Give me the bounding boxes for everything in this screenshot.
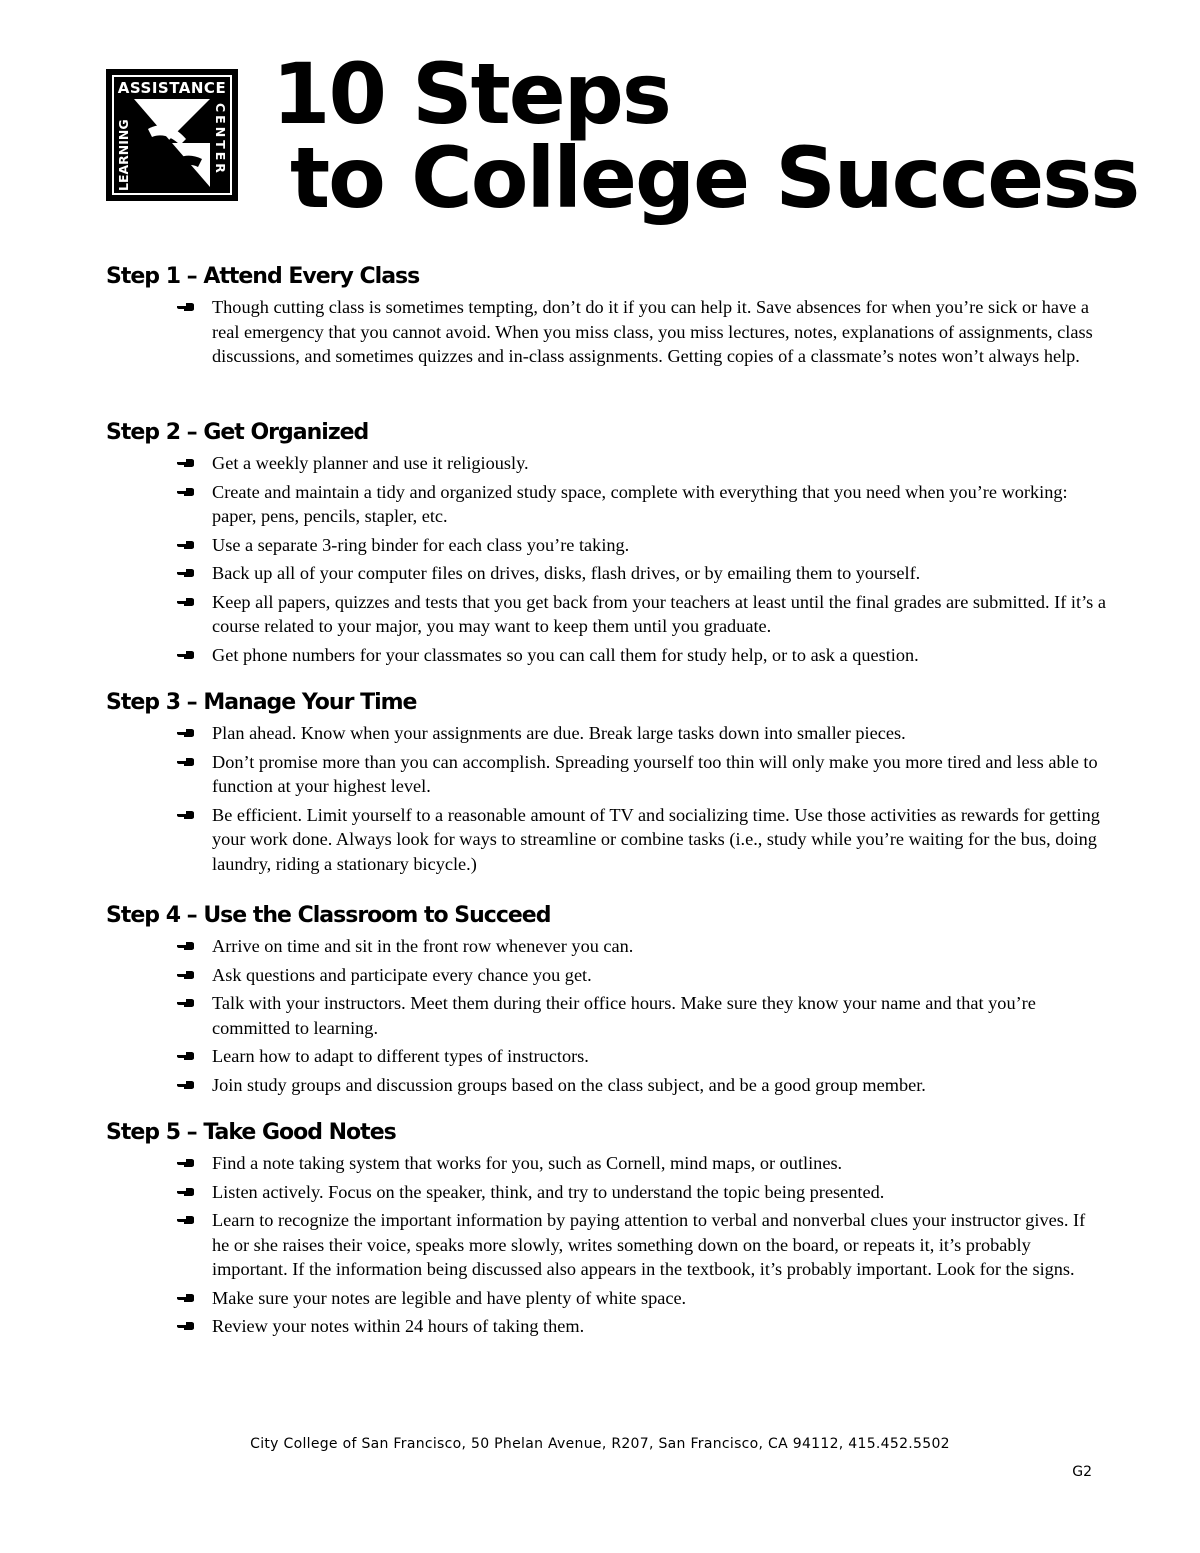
step-section-1 xyxy=(106,263,1106,373)
step-item-list xyxy=(106,1151,1106,1339)
step-section-4 xyxy=(106,902,1106,1101)
pointing-hand-bullet-icon xyxy=(177,1320,195,1332)
list-item-text: Plan ahead. Know when your assignments are due. Break large tasks down into smaller pieces. xyxy=(212,723,906,743)
step-heading: Step 5 – Take Good Notes xyxy=(106,1120,396,1145)
list-item xyxy=(106,295,1106,369)
list-item-text: Make sure your notes are legible and have plenty of white space. xyxy=(212,1287,687,1308)
pointing-hand-bullet-icon xyxy=(177,997,195,1009)
step-item-list xyxy=(106,934,1106,1097)
list-item-text: Join study groups and discussion groups based on the class subject, and be a good group member. xyxy=(212,1074,926,1095)
list-item-text: Review your notes within 24 hours of taking them. xyxy=(212,1316,585,1336)
step-section-5 xyxy=(106,1119,1106,1343)
list-item-text: Ask questions and participate every chance you get. xyxy=(212,964,592,985)
list-item xyxy=(106,750,1106,799)
list-item-text: Be efficient. Limit yourself to a reasonable amount of TV and socializing time. Use those activities as rewards for getting your work done. Always look for ways to streamline or combine tasks (i.e., study while you’re waiting for the bus, doing laundry, riding a stationary bicycle.) xyxy=(212,804,1100,874)
list-item xyxy=(106,451,1106,476)
pointing-hand-bullet-icon xyxy=(177,649,195,661)
list-item xyxy=(106,533,1106,558)
pointing-hand-bullet-icon xyxy=(177,727,195,739)
list-item-text: Create and maintain a tidy and organized study space, complete with everything that you need when you’re working: paper, pens, pencils, stapler, etc. xyxy=(212,481,1068,526)
step-heading: Step 2 – Get Organized xyxy=(106,420,369,445)
step-heading: Step 4 – Use the Classroom to Succeed xyxy=(106,903,551,928)
list-item-text: Back up all of your computer files on drives, disks, flash drives, or by emailing them to yourself. xyxy=(212,563,921,583)
pointing-hand-bullet-icon xyxy=(177,539,195,551)
list-item xyxy=(106,1208,1106,1282)
pointing-hand-bullet-icon xyxy=(177,1157,195,1169)
list-item-text: Find a note taking system that works for you, such as Cornell, mind maps, or outlines. xyxy=(212,1153,843,1173)
pointing-hand-bullet-icon xyxy=(177,969,195,981)
pointing-hand-bullet-icon xyxy=(177,940,195,952)
logo-left-text: LEARNING xyxy=(116,119,131,191)
list-item xyxy=(106,480,1106,529)
list-item-text: Though cutting class is sometimes tempting, don’t do it if you can help it. Save absences for when you’re sick or have a real emergency that you cannot avoid. When you miss class, you miss lectures, notes, explanations of assignments, class discussions, and sometimes quizzes and in-class assignments. Getting copies of a classmate’s notes won’t always help. xyxy=(212,297,1093,366)
step-section-3 xyxy=(106,689,1106,880)
list-item-text: Arrive on time and sit in the front row whenever you can. xyxy=(212,936,634,956)
pointing-hand-bullet-icon xyxy=(177,809,195,821)
logo-top-text: ASSISTANCE xyxy=(117,79,227,97)
list-item xyxy=(106,1151,1106,1176)
list-item-text: Learn to recognize the important information by paying attention to verbal and nonverbal clues your instructor gives. If he or she raises their voice, speaks more slowly, writes something down on the board, or repeats it, it’s probably important. If the information being discussed also appears in the textbook, it’s probably important. Look for the signs. xyxy=(212,1210,1086,1279)
list-item xyxy=(106,721,1106,746)
title-line-2: to College Success xyxy=(290,129,1139,227)
learning-assistance-center-logo xyxy=(106,69,238,201)
pointing-hand-bullet-icon xyxy=(177,567,195,579)
page-number: G2 xyxy=(1072,1464,1092,1480)
list-item xyxy=(106,803,1106,877)
list-item xyxy=(106,643,1106,668)
step-item-list xyxy=(106,451,1106,667)
step-item-list xyxy=(106,295,1106,369)
pointing-hand-bullet-icon xyxy=(177,596,195,608)
pointing-hand-bullet-icon xyxy=(177,457,195,469)
logo-graphic xyxy=(106,69,238,201)
list-item-text: Get a weekly planner and use it religiously. xyxy=(212,453,529,473)
list-item-text: Use a separate 3-ring binder for each class you’re taking. xyxy=(212,534,630,555)
list-item xyxy=(106,1314,1106,1339)
list-item-text: Talk with your instructors. Meet them during their office hours. Make sure they know your name and that you’re committed to learning. xyxy=(212,993,1036,1038)
footer-address: City College of San Francisco, 50 Phelan Avenue, R207, San Francisco, CA 94112, 415.452.5502 xyxy=(250,1436,950,1452)
list-item-text: Don’t promise more than you can accomplish. Spreading yourself too thin will only make you more tired and less able to function at your highest level. xyxy=(212,751,1098,796)
list-item xyxy=(106,561,1106,586)
pointing-hand-bullet-icon xyxy=(177,1050,195,1062)
pointing-hand-bullet-icon xyxy=(177,1214,195,1226)
step-item-list xyxy=(106,721,1106,876)
logo-right-text: CENTER xyxy=(213,103,228,176)
pointing-hand-bullet-icon xyxy=(177,1292,195,1304)
step-heading: Step 3 – Manage Your Time xyxy=(106,690,417,715)
list-item xyxy=(106,1286,1106,1311)
list-item-text: Learn how to adapt to different types of instructors. xyxy=(212,1046,589,1066)
list-item xyxy=(106,963,1106,988)
pointing-hand-bullet-icon xyxy=(177,301,195,313)
pointing-hand-bullet-icon xyxy=(177,486,195,498)
list-item-text: Get phone numbers for your classmates so you can call them for study help, or to ask a question. xyxy=(212,644,919,665)
step-section-2 xyxy=(106,419,1106,671)
page-title xyxy=(272,45,1139,227)
list-item xyxy=(106,1044,1106,1069)
list-item xyxy=(106,590,1106,639)
list-item xyxy=(106,1073,1106,1098)
step-heading: Step 1 – Attend Every Class xyxy=(106,264,420,289)
pointing-hand-bullet-icon xyxy=(177,756,195,768)
list-item xyxy=(106,934,1106,959)
list-item-text: Keep all papers, quizzes and tests that you get back from your teachers at least until the final grades are submitted. If it’s a course related to your major, you may want to keep them until you graduate. xyxy=(212,591,1106,636)
list-item xyxy=(106,1180,1106,1205)
list-item xyxy=(106,991,1106,1040)
pointing-hand-bullet-icon xyxy=(177,1186,195,1198)
list-item-text: Listen actively. Focus on the speaker, think, and try to understand the topic being presented. xyxy=(212,1181,885,1202)
pointing-hand-bullet-icon xyxy=(177,1079,195,1091)
title-line-1: 10 Steps xyxy=(272,45,670,143)
